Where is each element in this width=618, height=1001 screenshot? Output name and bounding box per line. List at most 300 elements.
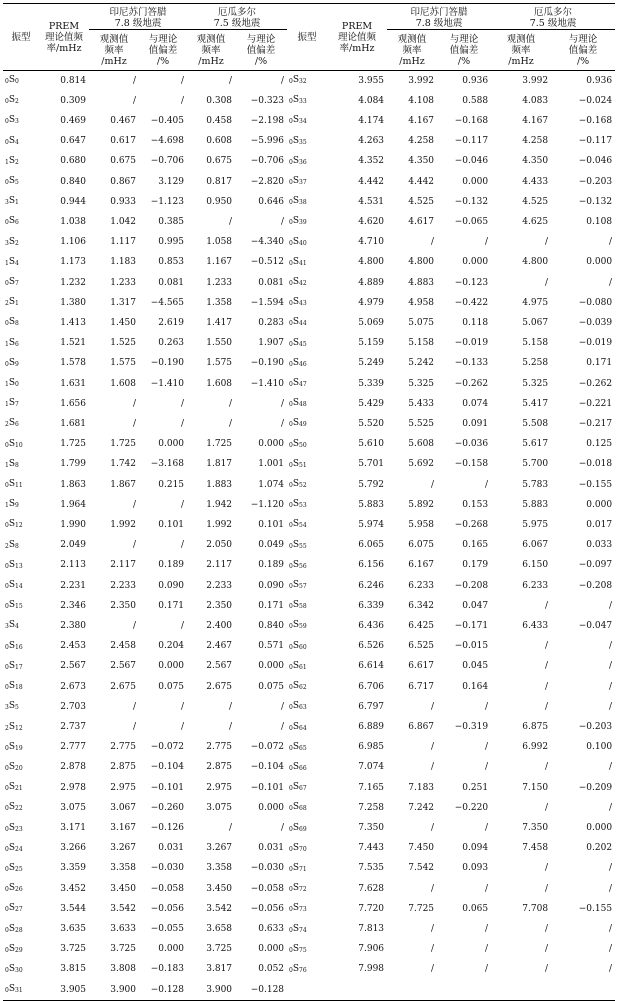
mode-cell-left — [3, 616, 39, 636]
mode-letter: S — [8, 600, 15, 611]
mode-letter: S — [8, 378, 15, 389]
ecuador-observed-cell-right: / — [545, 681, 549, 692]
mode-cell-right — [287, 475, 327, 495]
mode-degree: 1 — [15, 300, 19, 308]
mode-cell-right — [287, 819, 327, 839]
indonesia-observed-cell-left: 0.675 — [110, 156, 136, 167]
indonesia-deviation-cell-left: 3.129 — [158, 176, 185, 187]
mode-degree: 55 — [299, 542, 307, 550]
ecuador-observed-cell-left: 2.567 — [206, 661, 233, 672]
indonesia-deviation-cell-right — [437, 980, 491, 1001]
prem-value-cell-left: 3.725 — [60, 944, 86, 955]
mode-degree: 71 — [299, 865, 307, 873]
ecuador-deviation-cell-right: 0.000 — [586, 823, 613, 834]
prem-value-cell-left: 3.171 — [60, 823, 86, 834]
mode-order: 0 — [289, 663, 293, 671]
mode-letter: S — [292, 398, 300, 409]
ecuador-deviation-cell-right: / — [609, 701, 613, 712]
mode-order: 0 — [5, 583, 9, 591]
mode-degree: 40 — [299, 239, 307, 247]
ecuador-deviation-cell-left: −1.120 — [250, 499, 285, 510]
indonesia-deviation-cell-left: / — [180, 75, 185, 86]
indonesia-observed-cell-right: 6.075 — [408, 540, 435, 551]
ecuador-observed-cell-left: 0.308 — [206, 95, 233, 106]
indonesia-observed-cell-right: 5.608 — [408, 439, 435, 450]
mode-letter: S — [8, 297, 15, 308]
mode-cell-left — [3, 899, 39, 919]
ecuador-deviation-cell-right: / — [609, 661, 613, 672]
ecuador-observed-cell-right: 5.508 — [522, 418, 549, 429]
prem-value-cell-right: 7.074 — [358, 762, 385, 773]
mode-letter: S — [292, 681, 300, 692]
mode-cell-right — [287, 334, 327, 354]
prem-value-cell-right: 5.883 — [358, 499, 385, 510]
indonesia-observed-cell-left: 3.267 — [110, 843, 136, 854]
mode-degree: 38 — [299, 199, 307, 207]
indonesia-observed-cell-right: 5.325 — [408, 378, 435, 389]
mode-cell-left — [3, 657, 39, 677]
ecuador-header: 厄瓜多尔 7.5 级地震 — [187, 4, 287, 30]
mode-cell-right — [287, 212, 327, 232]
mode-order: 3 — [5, 704, 9, 712]
mode-degree: 13 — [15, 562, 23, 570]
indonesia-deviation-cell-right: −0.133 — [454, 358, 489, 369]
indonesia-deviation-cell-right: / — [485, 944, 489, 955]
ecuador-observed-cell-right: / — [545, 924, 549, 935]
indonesia-deviation-cell-right: −0.065 — [454, 216, 489, 227]
ecuador-observed-cell-left: 1.608 — [206, 378, 233, 389]
indonesia-deviation-cell-right: −0.158 — [454, 459, 489, 470]
indonesia-deviation-cell-right: 0.047 — [462, 600, 489, 611]
mode-letter: S — [292, 580, 300, 591]
mode-order: 1 — [5, 259, 9, 267]
mode-cell-right — [287, 515, 327, 535]
ecuador-observed-cell-right: 5.783 — [522, 479, 549, 490]
indonesia-deviation-cell-right: −0.117 — [454, 136, 489, 147]
indonesia-observed-cell-right: / — [430, 823, 435, 834]
prem-value-cell-right: 6.706 — [358, 681, 385, 692]
prem-header: PREM 理论值频 率/mHz — [39, 4, 89, 71]
indonesia-observed-cell-right — [387, 980, 437, 1001]
mode-order: 0 — [5, 482, 9, 490]
indonesia-deviation-cell-left: / — [180, 620, 185, 631]
mode-degree: 59 — [299, 623, 307, 631]
mode-letter: S — [292, 479, 300, 490]
indonesia-deviation-cell-right: 0.153 — [462, 499, 489, 510]
prem-value-cell-right: 7.350 — [358, 823, 385, 834]
mode-order: 2 — [5, 542, 9, 550]
mode-degree: 69 — [299, 825, 307, 833]
mode-order: 0 — [289, 259, 293, 267]
prem-value-cell-left: 3.359 — [60, 863, 86, 874]
mode-degree: 73 — [299, 906, 307, 914]
mode-cell-right — [287, 637, 327, 657]
ecuador-deviation-cell-right: / — [609, 924, 613, 935]
prem-value-cell-left: 0.469 — [60, 115, 86, 126]
mode-order: 0 — [289, 522, 293, 530]
mode-degree: 30 — [15, 966, 23, 974]
prem-value-cell-left: 2.703 — [60, 701, 86, 712]
ecuador-deviation-cell-right: −0.080 — [578, 297, 613, 308]
mode-letter: S — [8, 701, 15, 712]
ecuador-deviation-cell-right: −0.262 — [578, 378, 613, 389]
ecuador-observed-cell-right: / — [545, 237, 549, 248]
indonesia-deviation-cell-left: −1.123 — [150, 196, 185, 207]
ecuador-observed-cell-right: 4.167 — [522, 115, 549, 126]
prem-value-cell-left: 2.113 — [60, 560, 86, 571]
indonesia-deviation-cell-right: 0.093 — [462, 863, 489, 874]
ecuador-deviation-cell-left: −5.996 — [250, 136, 285, 147]
prem-value-cell-right: 7.720 — [358, 903, 385, 914]
indonesia-observed-cell-left: 1.525 — [110, 338, 136, 349]
prem-value-cell-left: 1.173 — [60, 257, 86, 268]
indonesia-deviation-cell-right: 0.065 — [462, 903, 489, 914]
indonesia-observed-cell-left: 1.575 — [110, 358, 136, 369]
mode-degree: 75 — [299, 946, 307, 954]
mode-order: 1 — [5, 502, 9, 510]
mode-degree: 56 — [299, 562, 307, 570]
mode-order: 0 — [289, 886, 293, 894]
indonesia-observed-cell-left: / — [132, 701, 136, 712]
prem-value-cell-left: 2.346 — [60, 600, 86, 611]
mode-degree: 34 — [299, 118, 307, 126]
mode-order: 0 — [5, 219, 9, 227]
mode-letter: S — [8, 842, 15, 853]
table-row — [3, 111, 615, 131]
indonesia-deviation-cell-right: −0.422 — [454, 297, 489, 308]
ecuador-observed-cell-left: 2.233 — [206, 580, 233, 591]
indonesia-deviation-cell-right: −0.019 — [454, 338, 489, 349]
ecuador-observed-cell-right: 4.525 — [522, 196, 549, 207]
indonesia-observed-cell-left: / — [132, 75, 136, 86]
frequency-table — [3, 3, 615, 1001]
prem-value-cell-left: 1.521 — [60, 338, 86, 349]
mode-order: 0 — [289, 78, 293, 85]
mode-degree: 17 — [15, 663, 23, 671]
mode-degree: 33 — [299, 98, 307, 106]
mode-cell-right — [287, 940, 327, 960]
mode-letter: S — [292, 357, 300, 368]
prem-value-cell-right: 5.974 — [358, 519, 385, 530]
mode-letter: S — [8, 357, 15, 368]
mode-cell-right — [287, 536, 327, 556]
prem-value-cell-right: 4.263 — [358, 136, 385, 147]
indonesia-observed-cell-right: 5.892 — [408, 499, 435, 510]
mode-degree: 29 — [15, 946, 23, 954]
mode-order: 0 — [289, 764, 293, 772]
prem-value-cell-left: 3.635 — [60, 924, 86, 935]
ecuador-observed-cell-right: 4.258 — [522, 136, 549, 147]
mode-order: 0 — [289, 704, 293, 712]
ecuador-deviation-cell-left: / — [280, 722, 285, 732]
mode-letter: S — [8, 256, 15, 267]
mode-cell-left — [3, 334, 39, 354]
prem-value-cell-left: 1.232 — [60, 277, 86, 288]
mode-order: 0 — [289, 845, 293, 853]
ecuador-observed-cell-left: 3.725 — [206, 944, 233, 955]
ecuador-deviation-cell-right: −0.217 — [578, 418, 613, 429]
indonesia-deviation-cell-right: 0.251 — [462, 782, 489, 793]
indonesia-deviation-cell-right: 0.588 — [462, 95, 489, 106]
ecuador-observed-cell-right: 5.067 — [522, 317, 549, 328]
mode-degree: 54 — [299, 522, 307, 530]
mode-letter: S — [292, 196, 300, 207]
table-row — [3, 920, 615, 940]
mode-cell-right — [287, 616, 327, 636]
mode-order: 0 — [289, 381, 293, 389]
indonesia-deviation-cell-left: −0.056 — [150, 903, 185, 914]
mode-letter: S — [8, 95, 15, 106]
mode-degree: 2 — [15, 239, 19, 247]
mode-letter: S — [8, 761, 15, 772]
ecuador-deviation-cell-right: 0.171 — [586, 358, 613, 369]
indonesia-deviation-cell-left: 0.204 — [158, 641, 185, 652]
ecuador-observed-cell-left: 2.675 — [206, 681, 233, 692]
indonesia-observed-cell-right: 7.183 — [408, 782, 435, 793]
mode-order: 0 — [5, 280, 9, 288]
table-row — [3, 172, 615, 192]
indonesia-observed-cell-left: 2.675 — [110, 681, 136, 692]
mode-order: 0 — [289, 199, 293, 207]
ecuador-deviation-cell-right: / — [609, 641, 613, 652]
mode-cell-right — [287, 394, 327, 414]
mode-letter: S — [8, 398, 15, 409]
table-row — [3, 354, 615, 374]
ecuador-observed-cell-left: 1.550 — [206, 338, 233, 349]
mode-cell-right — [287, 192, 327, 212]
indonesia-deviation-cell-left: 0.171 — [158, 600, 185, 611]
mode-letter: S — [292, 499, 300, 510]
indonesia-deviation-cell-left: / — [180, 499, 185, 510]
ecuador-observed-cell-right: 5.883 — [522, 499, 549, 510]
mode-degree: 36 — [299, 158, 307, 166]
ecuador-observed-cell-left: / — [228, 216, 233, 227]
mode-order: 0 — [289, 542, 293, 550]
ecuador-observed-cell-left: 1.058 — [206, 237, 233, 248]
mode-letter: S — [8, 216, 15, 227]
mode-degree: 24 — [15, 845, 23, 853]
ecuador-observed-cell-left: 3.267 — [206, 843, 233, 854]
indonesia-deviation-cell-left: −0.405 — [150, 115, 185, 126]
ecuador-deviation-cell-left: 0.081 — [258, 277, 285, 288]
mode-cell-left — [3, 495, 39, 515]
mode-degree: 23 — [15, 825, 23, 833]
mode-degree: 25 — [15, 865, 23, 873]
mode-degree: 74 — [299, 926, 307, 934]
mode-cell-right — [287, 576, 327, 596]
deviation-header-right: 与理论 值偏差 /% — [551, 30, 615, 71]
mode-cell-right — [287, 738, 327, 758]
mode-degree: 7 — [15, 280, 19, 288]
mode-degree: 2 — [15, 98, 19, 106]
mode-order: 0 — [5, 78, 9, 85]
table-row — [3, 132, 615, 152]
ecuador-deviation-cell-right: / — [609, 944, 613, 955]
indonesia-deviation-cell-right: −0.171 — [454, 620, 489, 631]
mode-cell-left — [3, 354, 39, 374]
prem-value-cell-right: 5.249 — [358, 358, 385, 369]
ecuador-deviation-cell-right: −0.019 — [578, 338, 613, 349]
ecuador-observed-cell-left: 3.817 — [206, 964, 233, 975]
indonesia-observed-cell-left: 2.233 — [110, 580, 136, 591]
mode-order: 0 — [289, 401, 293, 409]
ecuador-observed-cell-left: / — [228, 418, 233, 429]
indonesia-observed-cell-right: 6.425 — [408, 620, 435, 631]
ecuador-deviation-cell-right: −0.209 — [578, 782, 613, 793]
ecuador-deviation-cell-left: −0.030 — [250, 863, 285, 874]
table-row — [3, 576, 615, 596]
prem-value-cell-right: 7.906 — [358, 944, 385, 955]
mode-letter: S — [8, 479, 15, 490]
mode-letter: S — [8, 236, 15, 247]
ecuador-observed-cell-left: 1.167 — [206, 257, 233, 268]
mode-order: 0 — [289, 300, 293, 308]
prem-value-cell-left: 2.737 — [60, 722, 86, 732]
indonesia-deviation-cell-right: / — [485, 883, 489, 894]
mode-order: 0 — [5, 522, 9, 530]
indonesia-deviation-cell-left: / — [180, 540, 185, 551]
mode-degree: 1 — [15, 199, 19, 207]
ecuador-observed-cell-right: 4.083 — [522, 95, 549, 106]
mode-degree: 7 — [15, 401, 19, 409]
deviation-header: 与理论 值偏差 /% — [139, 30, 187, 71]
indonesia-deviation-cell-left: 0.995 — [158, 237, 185, 248]
indonesia-deviation-cell-left: 0.853 — [158, 257, 185, 268]
indonesia-deviation-cell-left: 0.000 — [158, 944, 185, 955]
indonesia-observed-cell-right: 4.800 — [408, 257, 435, 268]
prem-value-cell-right: 4.174 — [358, 115, 385, 126]
mode-order: 0 — [289, 926, 293, 934]
ecuador-deviation-cell-right: −0.039 — [578, 317, 613, 328]
mode-degree: 12 — [15, 522, 23, 530]
mode-degree: 39 — [299, 219, 307, 227]
ecuador-observed-cell-left: 2.350 — [206, 600, 233, 611]
mode-order: 1 — [5, 340, 9, 348]
mode-cell-left — [3, 394, 39, 414]
prem-value-cell-right: 6.339 — [358, 600, 385, 611]
ecuador-deviation-cell-left: / — [280, 398, 285, 409]
mode-header: 振型 — [3, 4, 39, 71]
mode-degree: 21 — [15, 785, 23, 793]
ecuador-deviation-cell-left: −0.101 — [250, 782, 285, 793]
indonesia-observed-cell-right: 4.258 — [408, 136, 435, 147]
ecuador-observed-cell-left: 1.942 — [206, 499, 233, 510]
mode-letter: S — [292, 782, 300, 793]
ecuador-deviation-cell-left: 0.049 — [258, 540, 285, 551]
ecuador-deviation-cell-left: −0.072 — [250, 742, 285, 753]
prem-value-cell-right: 4.710 — [358, 237, 385, 248]
prem-value-cell-left: 1.725 — [60, 439, 86, 450]
mode-cell-left — [3, 960, 39, 980]
mode-cell-left — [3, 111, 39, 131]
mode-order: 0 — [289, 138, 293, 146]
mode-cell-left — [3, 414, 39, 434]
indonesia-deviation-cell-left: / — [180, 95, 185, 106]
prem-value-cell-left: 1.578 — [60, 358, 86, 369]
mode-letter: S — [292, 923, 300, 934]
indonesia-observed-cell-right: 4.167 — [408, 115, 435, 126]
indonesia-deviation-cell-right: −0.046 — [454, 156, 489, 167]
ecuador-deviation-cell-right: −0.132 — [578, 196, 613, 207]
indonesia-observed-cell-right: / — [430, 762, 435, 773]
ecuador-observed-cell-right: 7.350 — [522, 823, 549, 834]
table-row — [3, 637, 615, 657]
ecuador-deviation-cell-right: −0.168 — [578, 115, 613, 126]
indonesia-observed-cell-right: 6.525 — [408, 641, 435, 652]
indonesia-observed-cell-right: 7.242 — [408, 802, 435, 813]
ecuador-deviation-cell-left: 0.000 — [258, 802, 285, 813]
mode-cell-right — [287, 414, 327, 434]
indonesia-observed-cell-left: 3.725 — [110, 944, 136, 955]
observed-header: 观测值 频率 /mHz — [187, 30, 235, 71]
mode-cell-left — [3, 920, 39, 940]
ecuador-observed-cell-left: 1.575 — [206, 358, 233, 369]
prem-value-cell-right: 6.889 — [358, 722, 385, 732]
indonesia-observed-cell-right: 5.692 — [408, 459, 435, 470]
ecuador-observed-cell-right: 6.150 — [522, 560, 549, 571]
mode-cell-left — [3, 798, 39, 818]
indonesia-observed-cell-left: / — [132, 398, 136, 409]
ecuador-observed-cell-left: 1.725 — [206, 439, 233, 450]
mode-degree: 4 — [15, 259, 19, 267]
ecuador-deviation-cell-right: −0.203 — [578, 722, 613, 732]
prem-value-cell-right: 6.065 — [358, 540, 385, 551]
mode-letter: S — [292, 559, 300, 570]
mode-cell-right — [287, 677, 327, 697]
ecuador-deviation-cell-left: 0.000 — [258, 439, 285, 450]
indonesia-observed-cell-left: 3.450 — [110, 883, 136, 894]
mode-order: 0 — [289, 623, 293, 631]
indonesia-observed-cell-left: 0.867 — [110, 176, 136, 187]
table-row — [3, 152, 615, 172]
indonesia-deviation-cell-right: 0.118 — [462, 317, 489, 328]
prem-value-cell-right: 6.246 — [358, 580, 385, 591]
prem-value-cell-right: 7.813 — [358, 924, 385, 935]
mode-header-right: 振型 — [287, 4, 327, 71]
indonesia-observed-cell-left: 2.875 — [110, 762, 136, 773]
ecuador-observed-cell-left: 3.450 — [206, 883, 233, 894]
prem-value-cell-right: 4.979 — [358, 297, 385, 308]
mode-cell-left — [3, 91, 39, 111]
prem-value-cell-left: 0.680 — [60, 156, 86, 167]
indonesia-deviation-cell-left: / — [180, 398, 185, 409]
mode-degree: 50 — [299, 441, 307, 449]
mode-letter: S — [292, 660, 300, 671]
prem-value-cell-right: 5.429 — [358, 398, 385, 409]
mode-letter: S — [8, 963, 15, 974]
mode-order: 0 — [289, 482, 293, 490]
table-row — [3, 293, 615, 313]
mode-letter: S — [292, 842, 300, 853]
mode-order: 0 — [289, 583, 293, 591]
table-row — [3, 91, 615, 111]
mode-degree: 6 — [15, 421, 19, 429]
mode-degree: 4 — [15, 138, 19, 146]
indonesia-observed-cell-left: / — [132, 722, 136, 732]
mode-letter: S — [292, 155, 300, 166]
mode-letter: S — [8, 196, 15, 207]
mode-degree: 5 — [15, 704, 19, 712]
mode-degree: 43 — [299, 300, 307, 308]
prem-value-cell-left: 0.814 — [60, 75, 86, 86]
table-row — [3, 273, 615, 293]
mode-letter: S — [8, 438, 15, 449]
mode-letter: S — [8, 499, 15, 510]
indonesia-observed-cell-right: 4.108 — [408, 95, 435, 106]
indonesia-observed-cell-right: 6.717 — [408, 681, 435, 692]
mode-degree: 22 — [15, 805, 23, 813]
table-row — [3, 515, 615, 535]
